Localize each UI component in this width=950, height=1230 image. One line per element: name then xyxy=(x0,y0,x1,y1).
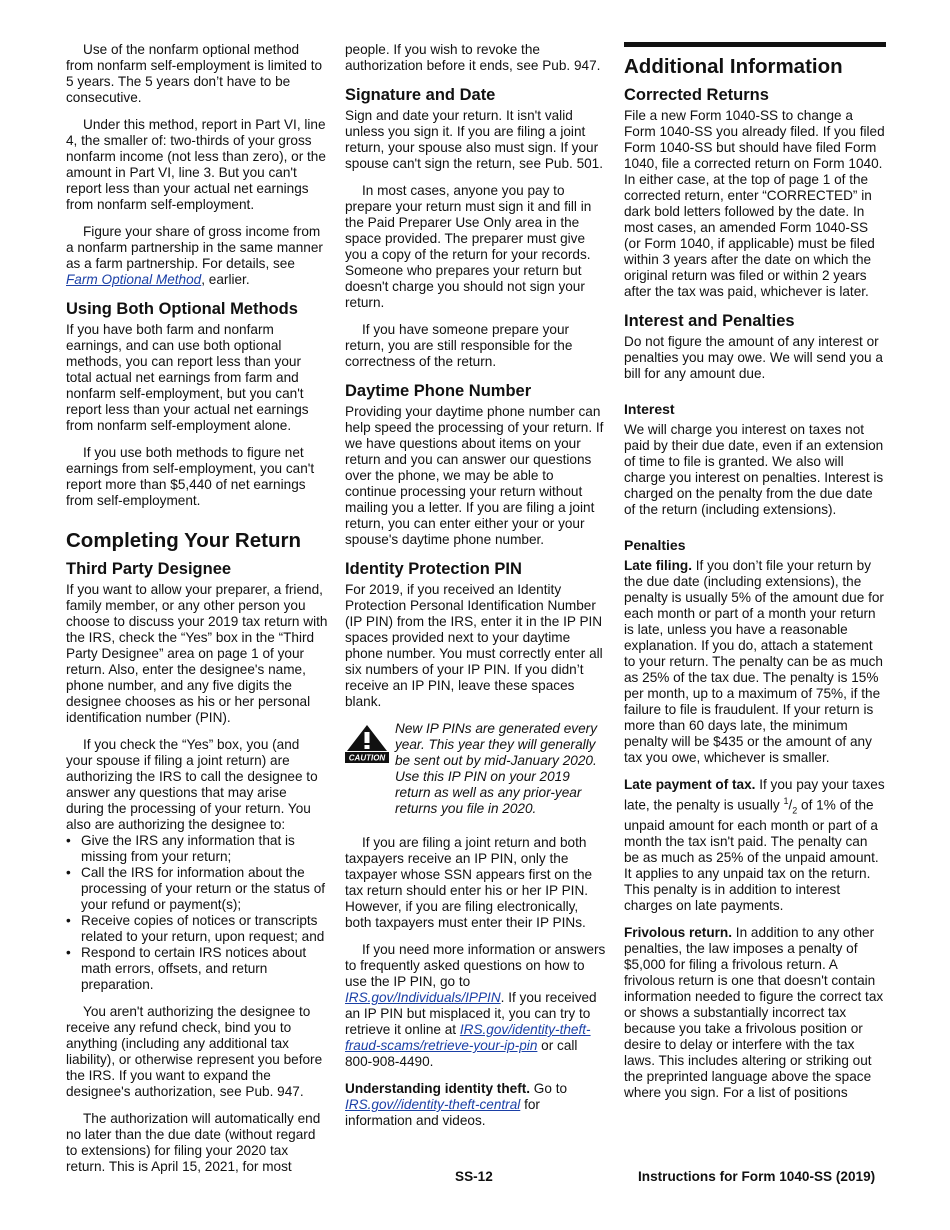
caution-note xyxy=(345,721,607,817)
section-heading-additional-information: Additional Information xyxy=(624,55,843,78)
run-in-heading: Understanding identity theft. xyxy=(345,1081,531,1096)
text: or call 800-908-4490. xyxy=(345,1038,578,1069)
paragraph: Providing your daytime phone number can help speed the processing of your return. If we have questions about items on your return and you can answer our questions over the phone, we may be able to continue processing your return without mailing you a letter. If you are filing a joint return, you can enter either your or your spouse's daytime phone number. xyxy=(345,404,604,547)
paragraph xyxy=(345,942,607,1070)
column-3 xyxy=(624,42,886,1112)
section-rule xyxy=(624,42,886,47)
run-in-heading: Late filing. xyxy=(624,558,692,573)
paragraph: Under this method, report in Part VI, line 4, the smaller of: two-thirds of your gross nonfarm income (not less than zero), or the amount in Part VI, line 3. But you can't report less than your actual net earnings from nonfarm self-employment. xyxy=(66,117,326,212)
paragraph: If you want to allow your preparer, a friend, family member, or any other person you choose to discuss your 2019 tax return with the IRS, check the “Yes” box in the “Third Party Designee” area on page 1 of your return. Also, enter the designee's name, phone number, and any five digits the designee chooses as his or her personal identification number (PIN). xyxy=(66,582,328,725)
paragraph: Use of the nonfarm optional method from nonfarm self-employment is limited to 5 years. The 5 years don’t have to be consecutive. xyxy=(66,42,323,105)
text: . If you received an IP PIN but misplaced it, you can try to retrieve it online at xyxy=(345,990,597,1037)
text: Figure your share of gross income from a nonfarm partnership in the same manner as a farm partnership. For details, see xyxy=(66,224,323,271)
bullet: • xyxy=(66,865,71,880)
column-1 xyxy=(66,42,328,1186)
paragraph: If you check the “Yes” box, you (and your spouse if filing a joint return) are authorizing the IRS to call the designee to answer any questions that may arise during the processing of your return. You also are authorizing the designee to: xyxy=(66,737,318,832)
column-2 xyxy=(345,42,607,1140)
paragraph xyxy=(345,1081,607,1129)
identity-theft-central-link[interactable]: IRS.gov//identity-theft-central xyxy=(345,1097,521,1112)
section-heading-daytime-phone: Daytime Phone Number xyxy=(345,382,532,400)
section-heading-corrected-returns: Corrected Returns xyxy=(624,86,769,104)
list-item xyxy=(66,865,328,913)
bullet-list xyxy=(66,833,328,993)
bullet: • xyxy=(66,833,71,848)
paragraph: Do not figure the amount of any interest or penalties you may owe. We will send you a bill for any amount due. xyxy=(624,334,883,381)
paragraph: people. If you wish to revoke the authorization before it ends, see Pub. 947. xyxy=(345,42,601,73)
farm-optional-method-link[interactable]: Farm Optional Method xyxy=(66,272,202,287)
text: of 1% of the unpaid amount for each month or part of a month the tax isn't paid. The penalty can be as much as 25% of the unpaid amount. It applies to any unpaid tax on the return. This penalty is in addition to interest charges on late payments. xyxy=(624,797,879,914)
paragraph: You aren't authorizing the designee to receive any refund check, bind you to anything (including any additional tax liability), or otherwise represent you before the IRS. If you want to expand the designee's authorization, see Pub. 947. xyxy=(66,1004,323,1099)
fraction-denominator: 2 xyxy=(792,805,798,816)
list-item-text: Call the IRS for information about the processing of your return or the status of your refund or payment(s); xyxy=(81,865,326,912)
text: In addition to any other penalties, the law imposes a penalty of $5,000 for filing a frivolous return. A frivolous return is one that doesn't contain information needed to figure the correct tax or shows a substantially incorrect tax because you take a frivolous position or desire to delay or interfere with the tax laws. This includes altering or striking out the preprinted language above the space where you sign. For a list of positions xyxy=(624,925,884,1101)
retrieve-ip-pin-link[interactable]: IRS.gov/identity-theft-fraud-scams/retrieve-your-ip-pin xyxy=(345,1022,591,1053)
ippin-link[interactable]: IRS.gov/Individuals/IPPIN xyxy=(345,990,501,1005)
section-heading-identity-pin: Identity Protection PIN xyxy=(345,560,522,578)
section-heading-using-both-methods: Using Both Optional Methods xyxy=(66,300,298,318)
list-item xyxy=(66,945,328,993)
list-item-text: Respond to certain IRS notices about math errors, offsets, and return preparation. xyxy=(81,945,307,992)
paragraph xyxy=(624,558,886,766)
document-title-footer: Instructions for Form 1040-SS (2019) xyxy=(638,1169,876,1184)
paragraph xyxy=(66,224,328,288)
section-heading-penalties: Penalties xyxy=(624,537,686,553)
caution-text: New IP PINs are generated every year. This year they will generally be sent out by mid-January 2020. Use this IP PIN on your 2019 return as well as any prior-year returns you file in 2020. xyxy=(395,721,597,816)
paragraph: For 2019, if you received an Identity Protection Personal Identification Number (IP PIN) from the IRS, enter it in the IP PIN spaces provided next to your daytime phone number. You must correctly enter all six numbers of your IP PIN. If you didn’t receive an IP PIN, leave these spaces blank. xyxy=(345,582,603,709)
paragraph xyxy=(624,925,886,1101)
list-item-text: Give the IRS any information that is missing from your return; xyxy=(81,833,295,864)
section-heading-third-party-designee: Third Party Designee xyxy=(66,560,232,578)
bullet: • xyxy=(66,913,71,928)
caution-icon xyxy=(345,723,389,767)
list-item-text: Receive copies of notices or transcripts related to your return, upon request; and xyxy=(81,913,325,944)
fraction-numerator: 1 xyxy=(783,796,789,806)
run-in-heading: Frivolous return. xyxy=(624,925,733,941)
section-heading-completing-return: Completing Your Return xyxy=(66,529,301,552)
caution-triangle-graphic xyxy=(345,723,389,763)
paragraph: In most cases, anyone you pay to prepare your return must sign it and fill in the Paid Preparer Use Only area in the space provided. The preparer must give you a copy of the return for your records. Someone who prepares your return but doesn't charge you should not sign your return. xyxy=(345,183,592,310)
paragraph: If you have someone prepare your return, you are still responsible for the correctness of the return. xyxy=(345,322,573,369)
section-heading-signature-date: Signature and Date xyxy=(345,86,496,104)
list-item xyxy=(66,833,328,865)
paragraph: If you use both methods to figure net earnings from self-employment, you can't report more than $5,440 of net earnings from self-employment. xyxy=(66,445,315,508)
text: for information and videos. xyxy=(345,1097,540,1128)
bullet: • xyxy=(66,945,71,960)
paragraph: The authorization will automatically end no later than the due date (without regard to extensions) for filing your 2020 tax return. This is April 15, 2021, for most xyxy=(66,1111,321,1174)
section-heading-interest-penalties: Interest and Penalties xyxy=(624,312,795,330)
paragraph: We will charge you interest on taxes not paid by their due date, even if an extension of time to file is granted. We also will charge you interest on penalties. Interest is charged on the penalty from the due date of the return (including extensions). xyxy=(624,422,884,517)
text: Go to xyxy=(530,1081,568,1096)
paragraph: File a new Form 1040-SS to change a Form 1040-SS you already filed. If you filed Form 1040-SS but should have filed Form 1040, file a corrected return on Form 1040. In either case, at the top of page 1 of the corrected return, enter “CORRECTED” in dark bold letters followed by the date. In most cases, an amended Form 1040-SS (or Form 1040, if applicable) must be filed within 3 years after the date on which the original return was filed or within 2 years after the tax was paid, whichever is later. xyxy=(624,108,885,299)
text: If you pay your taxes late, the penalty is usually xyxy=(624,777,885,813)
paragraph: If you are filing a joint return and both taxpayers receive an IP PIN, only the taxpayer whose SSN appears first on the tax return should enter his or her IP PIN. However, if you are filing electronically, both taxpayers must enter their IP PINs. xyxy=(345,835,593,930)
paragraph: Sign and date your return. It isn't valid unless you sign it. If you are filing a joint return, your spouse also must sign. If your spouse can't sign the return, see Pub. 501. xyxy=(345,108,604,171)
run-in-heading: Late payment of tax. xyxy=(624,777,756,792)
list-item xyxy=(66,913,328,945)
text: If you don’t file your return by the due date (including extensions), the penalty is usually 5% of the amount due for each month or part of a month your return is late, unless you have a reasonable explanation. If you do, attach a statement to your return. The penalty can be as much as 25% of the tax due. The penalty is 15% per month, up to a maximum of 75%, if the failure to file is fraudulent. If your return is more than 60 days late, the minimum penalty will be $435 or the amount of any tax you owe, whichever is smaller. xyxy=(624,558,884,765)
caution-label: CAUTION xyxy=(348,753,386,763)
text: , earlier. xyxy=(201,272,250,287)
section-heading-interest: Interest xyxy=(624,401,675,417)
paragraph: Late payment of tax. If you pay your taxes late, the penalty is usually $^1/_2$ of 1% of the unpaid amount for each month or part of a month the tax isn't paid. The penalty can be as much as 25% of the unpaid amount. It applies to any unpaid tax on the return. This penalty is in addition to interest charges on late payments. xyxy=(624,777,885,914)
page-number: SS-12 xyxy=(455,1169,493,1184)
text: If you need more information or answers to frequently asked questions on how to use the IP PIN, go to xyxy=(345,942,606,989)
paragraph: If you have both farm and nonfarm earnings, and can use both optional methods, you can report less than your total actual net earnings from farm and nonfarm self-employment, but you can't report less than your actual net earnings from nonfarm self-employment alone. xyxy=(66,322,309,433)
